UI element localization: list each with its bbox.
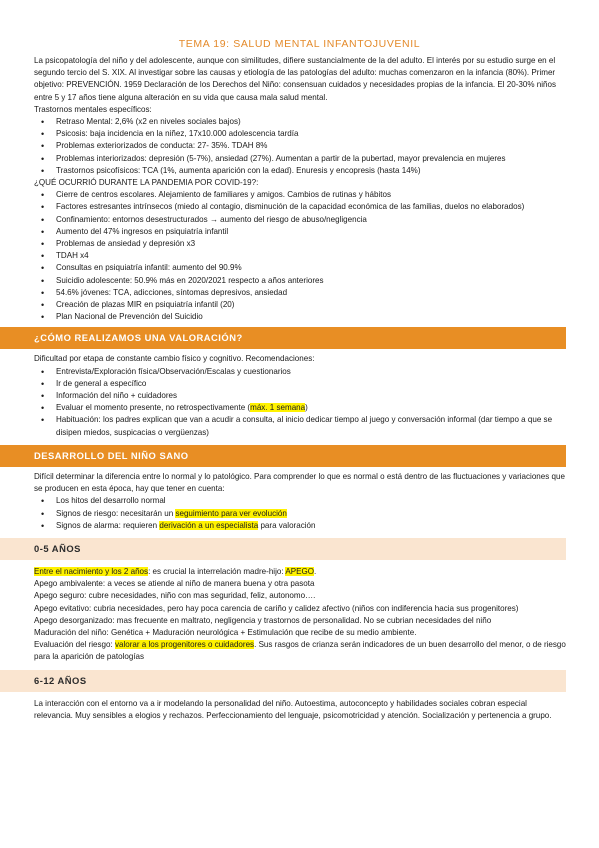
desarrollo-list [34,495,566,532]
trastornos-list [34,116,566,177]
section-heading-desarrollo: DESARROLLO DEL NIÑO SANO [0,445,566,467]
list-item: • Información del niño + cuidadores [34,390,566,402]
riesgo-text: Signos de riesgo: necesitarán un [56,508,176,518]
highlighted-text: valorar a los progenitores o cuidadores [114,640,255,650]
list-item: • Retraso Mental: 2,6% (x2 en niveles sociales bajos) [34,116,566,128]
evaluacion-riesgo [34,639,566,663]
highlighted-text: máx. 1 semana [250,403,306,413]
list-item: • Psicosis: baja incidencia en la niñez, 17x10.000 adolescencia tardía [34,128,566,140]
list-item [34,520,566,532]
list-item: • Cierre de centros escolares. Alejamiento de familiares y amigos. Cambios de rutinas y hábitos [34,189,566,201]
list-item: • Plan Nacional de Prevención del Suicidio [34,311,566,323]
list-item: • Ir de general a específico [34,378,566,390]
list-item: • 54.6% jóvenes: TCA, adicciones, síntomas depresivos, ansiedad [34,287,566,299]
alarma-text: Signos de alarma: requieren [56,520,160,530]
valoracion-intro: Dificultad por etapa de constante cambio físico y cognitivo. Recomendaciones: [34,354,315,364]
list-item: • Problemas exteriorizados de conducta: 27- 35%. TDAH 8% [34,140,566,152]
alarma-end: para valoración [258,520,316,530]
apego-seguro: Apego seguro: cubre necesidades, niño con mas seguridad, feliz, autonomo…. [34,591,316,601]
trastornos-heading: Trastornos mentales específicos: [34,104,152,114]
highlighted-text: derivación a un especialista [159,520,259,530]
list-item: • Trastornos psicofísicos: TCA (1%, aumenta aparición con la edad). Enuresis y encopresis (hasta 14%) [34,165,566,177]
maduracion-text: Maduración del niño: Genética + Maduración neurológica + Estimulación que recibe de su medio ambiente. [34,627,417,637]
list-item [34,508,566,520]
intro-paragraph: La psicopatología del niño y del adolescente, aunque con similitudes, difiere sustancialmente de la del adulto. El interés por su estudio surge en el segundo tercio del S. XIX. Al investigar sobre las causas y etiología de las patologías del adulto: muchas comenzaron en la infancia (80%). Primer objetivo: PREVENCIÓN. 1959 Declaración de los Derechos del Niño: consensuan cuidados y necesidades propias de la infancia. El 20-30% niños entre 5 y 17 años tiene alguna alteración en su vida que causa mala salud mental. [34,56,557,102]
apego-paragraph [34,566,566,578]
apego-evitativo: Apego evitativo: cubria necesidades, pero hay poca carencia de cariño y calidez afectivo (niños con indiferencia hacia sus progenitores) [34,603,519,613]
pandemia-heading: ¿QUÉ OCURRIÓ DURANTE LA PANDEMIA POR COVID-19?: [34,178,259,188]
list-item: • Los hitos del desarrollo normal [34,495,566,507]
pandemia-list [34,189,566,323]
list-item [34,402,566,414]
highlighted-text: APEGO [285,566,314,576]
list-item: • Habituación: los padres explican que van a acudir a consulta, al inicio dedicar tiempo al juego y conversación informal (dar tiempo a que se disipen miedos, suspicacias o vergüenzas) [34,414,566,438]
section-heading-valoracion: ¿CÓMO REALIZAMOS UNA VALORACIÓN? [0,327,566,349]
list-item: • Confinamiento: entornos desestructurados → aumento del riesgo de abuso/negligencia [34,214,566,226]
evaluacion-rest: . Sus rasgos de crianza serán indicadores de un buen desarrollo del menor, o de riesgo para la aparición de patologías [34,640,566,662]
list-item: • Factores estresantes intrínsecos (miedo al contagio, disminución de la capacidad económica de las familias, duelos no elaborados) [34,201,566,213]
list-item: • Entrevista/Exploración física/Observación/Escalas y cuestionarios [34,366,566,378]
document-body [34,55,566,722]
apego-mid: : es crucial la interrelación madre-hijo: [148,566,286,576]
desarrollo-intro: Difícil determinar la diferencia entre lo normal y lo patológico. Para comprender lo que es normal o está dentro de las fluctuaciones y variaciones que se producen en esta época, hay que tener en cuenta: [34,471,565,494]
list-item: • Creación de plazas MIR en psiquiatría infantil (20) [34,299,566,311]
list-item: • Problemas de ansiedad y depresión x3 [34,238,566,250]
apego-ambivalente: Apego ambivalente: a veces se atiende al niño de manera buena y otra pasota [34,579,315,589]
apego-end: . [314,566,317,576]
highlighted-text: seguimiento para ver evolución [175,508,287,518]
section-heading-0-5: 0-5 AÑOS [0,538,566,560]
page-title: TEMA 19: SALUD MENTAL INFANTOJUVENIL [178,38,421,50]
list-item: • TDAH x4 [34,250,566,262]
section-heading-6-12: 6-12 AÑOS [0,670,566,692]
valoracion-list [34,366,566,439]
list-item: • Problemas interiorizados: depresión (5-7%), ansiedad (27%). Aumentan a partir de la pubertad, mayor prevalencia en mujeres [34,153,566,165]
list-item: • Aumento del 47% ingresos en psiquiatría infantil [34,226,566,238]
evaluar-text: Evaluar el momento presente, no retrospectivamente ( [56,403,251,413]
list-item: • Consultas en psiquiatría infantil: aumento del 90.9% [34,262,566,274]
evaluar-close: ) [305,403,308,413]
seis-doce-text: La interacción con el entorno va a ir modelando la personalidad del niño. Autoestima, autoconcepto y habilidades sociales cobran especial relevancia. Muy sensibles a elogios y rechazos. Perfeccionamiento del lenguaje, psicomotricidad y atención. Socialización y pertenencia a grupo. [34,698,552,720]
highlighted-text: Entre el nacimiento y los 2 años [34,566,149,576]
apego-desorganizado: Apego desorganizado: mas frecuente en maltrato, negligencia y trastornos de personalidad. No se cubrian necesidades del niño [34,615,492,625]
list-item: • Suicidio adolescente: 50.9% más en 2020/2021 respecto a años anteriores [34,275,566,287]
evaluacion-label: Evaluación del riesgo: [34,640,115,650]
